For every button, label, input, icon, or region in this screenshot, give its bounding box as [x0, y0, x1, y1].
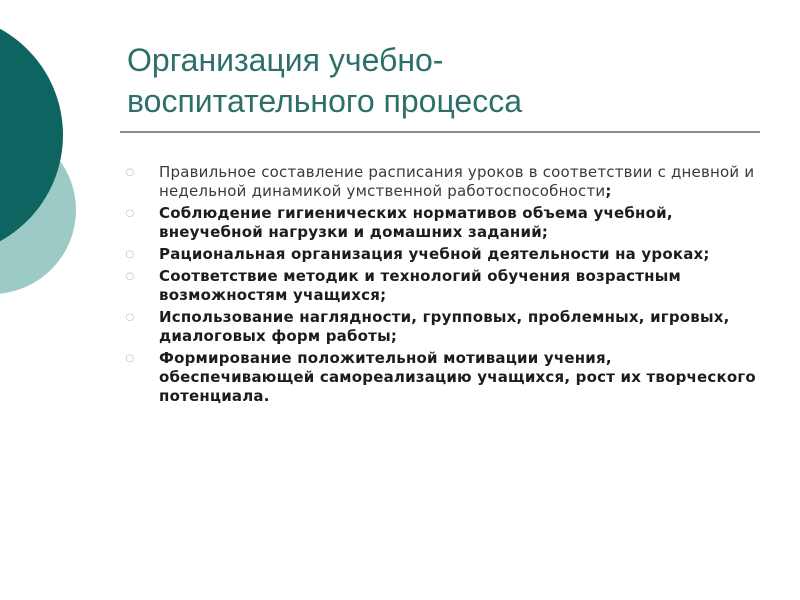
list-item	[124, 245, 764, 264]
list-item	[124, 267, 764, 305]
list-item-text: Соблюдение гигиенических нормативов объема учебной, внеучебной нагрузки и домашних заданий;	[159, 204, 673, 241]
title-divider	[120, 131, 760, 133]
bullet-circle-icon: ○	[125, 312, 135, 323]
list-item	[124, 308, 764, 346]
title-line-2: воспитательного процесса	[127, 83, 523, 119]
bullet-circle-icon: ○	[125, 167, 135, 178]
list-item-text: Соответствие методик и технологий обучения возрастным возможностям учащихся;	[159, 267, 681, 304]
bullet-circle-icon: ○	[125, 208, 135, 219]
bullet-list	[124, 163, 764, 409]
list-item-suffix: ;	[605, 182, 612, 200]
list-item	[124, 349, 764, 406]
bullet-circle-icon: ○	[125, 249, 135, 260]
bullet-circle-icon: ○	[125, 353, 135, 364]
list-item-text: Формирование положительной мотивации учения, обеспечивающей самореализацию учащихся, рост их творческого потенциала.	[159, 349, 756, 405]
list-item-text: Использование наглядности, групповых, проблемных, игровых, диалоговых форм работы;	[159, 308, 730, 345]
list-item-text: Рациональная организация учебной деятельности на уроках;	[159, 245, 710, 263]
bullet-circle-icon: ○	[125, 271, 135, 282]
list-item	[124, 163, 764, 201]
list-item-text: Правильное составление расписания уроков в соответствии с дневной и недельной динамикой умственной работоспособности	[159, 163, 755, 200]
title-line-1: Организация учебно-	[127, 42, 444, 78]
slide-title	[127, 40, 767, 122]
list-item	[124, 204, 764, 242]
